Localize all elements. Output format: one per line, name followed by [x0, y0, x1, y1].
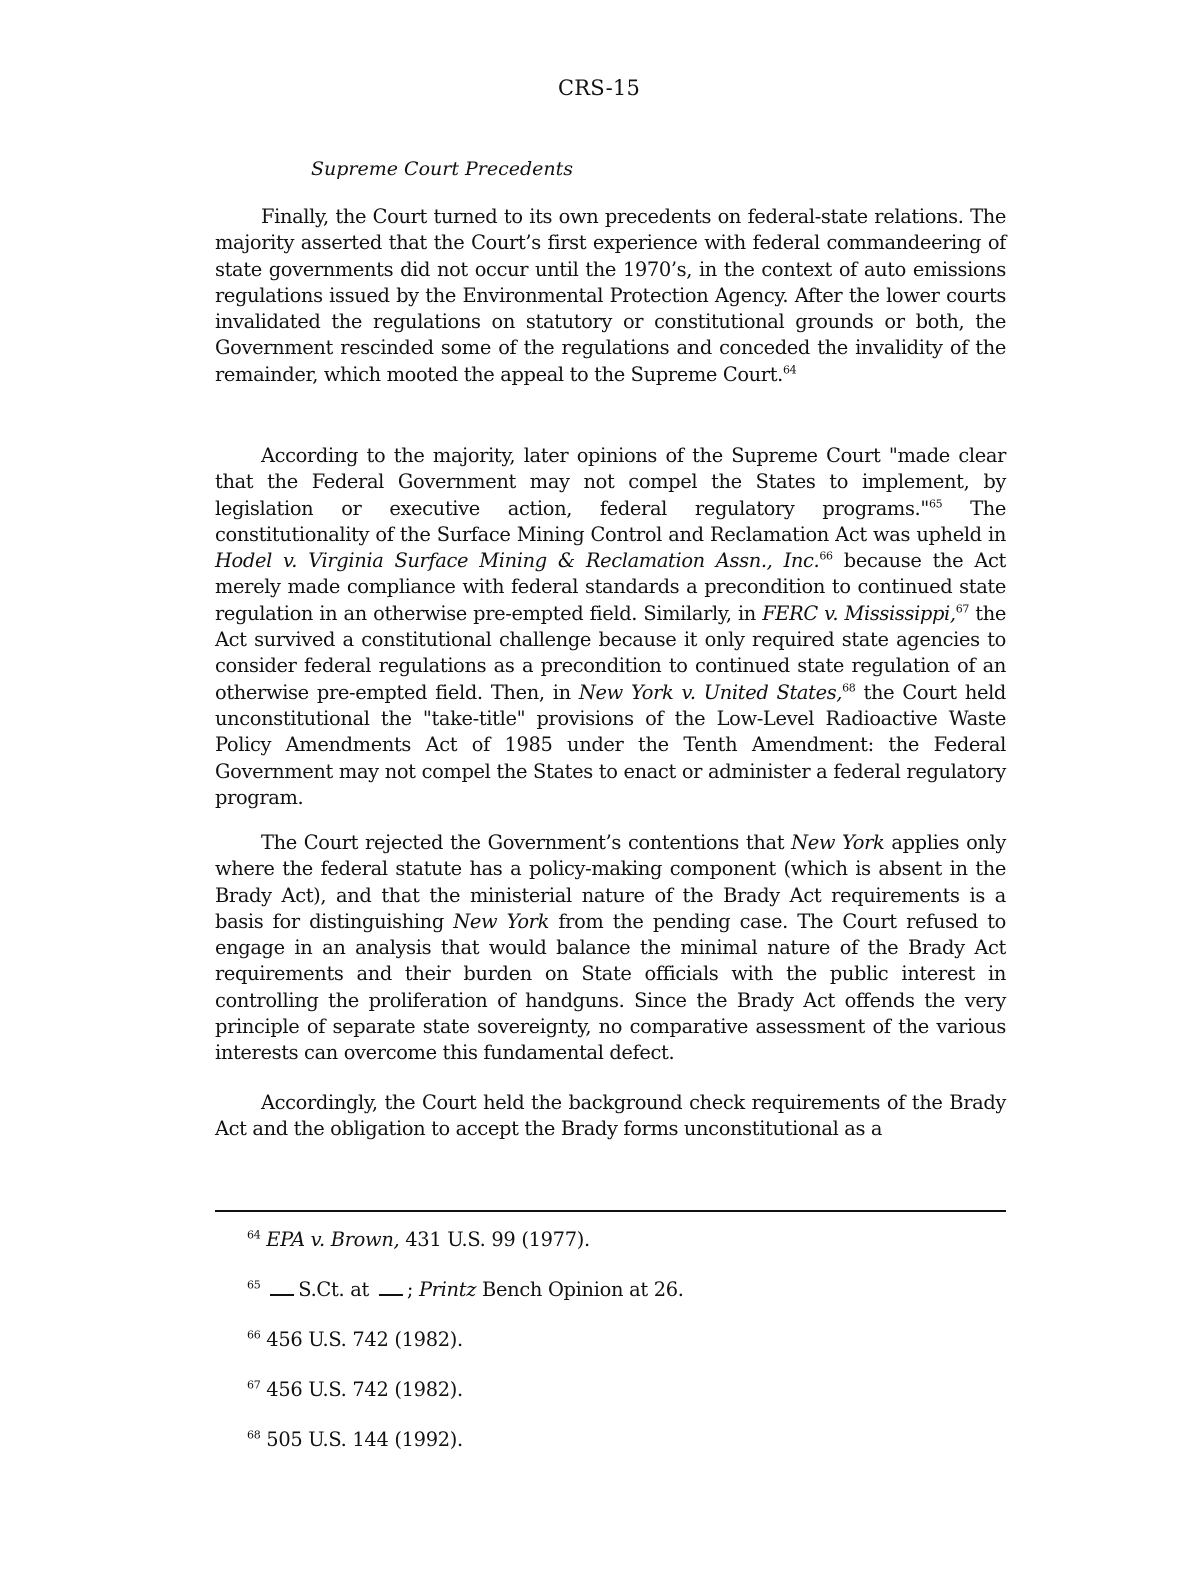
footnote-65 — [247, 1278, 684, 1301]
paragraph-3 — [215, 830, 1006, 1067]
paragraph-text: Finally, the Court turned to its own precedents on federal-state relations. The majority asserted that the Court’s first experience with federal commandeering of state governments did not occur until the 1970’s, in the context of auto emissions regulations issued by the Environmental Protection Agency. After the lower courts invalidated the regulations on statutory or constitutional grounds or both, the Government rescinded some of the regulations and conceded the invalidity of the remainder, which mooted the appeal to the Supreme Court. — [215, 205, 1006, 386]
paragraph-text: the Act survived a constitutional challenge because it only required state agencies to consider federal regulations as a precondition to continued state regulation of an otherwise pre-empted field. Then, in — [215, 601, 1006, 704]
footnote-number: 65 — [247, 1278, 261, 1292]
paragraph-1 — [215, 204, 1006, 388]
citation: S.Ct. at — [298, 1278, 369, 1301]
footnote-ref-67[interactable]: 67 — [955, 602, 970, 616]
case-name-new-york: New York — [453, 909, 549, 933]
paragraph-text: applies only where the federal statute has a policy-making component (which is absent in the Brady Act), and that the ministerial nature of the Brady Act requirements is a basis for distinguishing — [215, 831, 1006, 933]
case-name-ferc: FERC v. Mississippi, — [762, 601, 956, 625]
footnote-number: 68 — [247, 1428, 261, 1442]
paragraph-text: The Court rejected the Government’s contentions that — [261, 831, 792, 854]
citation: ; — [406, 1278, 414, 1301]
footnote-66 — [247, 1328, 463, 1351]
page-number-header: CRS-15 — [557, 76, 641, 100]
footnote-67 — [247, 1378, 463, 1401]
footnote-number: 64 — [247, 1228, 261, 1242]
footnote-number: 66 — [247, 1328, 261, 1342]
paragraph-text: the Court held unconstitutional the "take-title" provisions of the Low-Level Radioactive Waste Policy Amendments Act of 1985 under the Tenth Amendment: the Federal Government may not compel the States to enact or administer a federal regulatory program. — [215, 680, 1006, 809]
case-name-new-york: New York — [791, 831, 885, 854]
case-name: Printz — [418, 1278, 477, 1301]
footnote-68 — [247, 1428, 463, 1451]
footnote-ref-64[interactable]: 64 — [782, 363, 797, 377]
footnote-ref-65[interactable]: 65 — [928, 497, 943, 511]
paragraph-4 — [215, 1090, 1006, 1143]
citation: 505 U.S. 144 (1992). — [266, 1428, 463, 1451]
footnote-ref-68[interactable]: 68 — [842, 681, 856, 695]
blank-page-line — [379, 1293, 403, 1296]
paragraph-2 — [215, 443, 1006, 811]
paragraph-text: The constitutionality of the Surface Mining Control and Reclamation Act was upheld in — [215, 496, 1006, 546]
blank-volume-line — [270, 1293, 294, 1296]
footnote-separator-rule — [215, 1210, 1006, 1212]
case-name-hodel: Hodel v. Virginia Surface Mining & Reclamation Assn., Inc. — [215, 549, 820, 573]
paragraph-text: because the Act merely made compliance with federal standards a precondition to continued state regulation in an otherwise pre-empted field. Similarly, in — [215, 549, 1006, 625]
footnote-ref-66[interactable]: 66 — [819, 549, 833, 563]
paragraph-text: from the pending case. The Court refused to engage in an analysis that would balance the minimal nature of the Brady Act requirements and their burden on State officials with the public interest in controlling the proliferation of handguns. Since the Brady Act offends the very principle of separate state sovereignty, no comparative assessment of the various interests can overcome this fundamental defect. — [215, 909, 1006, 1065]
case-name-new-york: New York v. United States, — [578, 680, 843, 704]
section-heading: Supreme Court Precedents — [311, 158, 574, 180]
citation: 431 U.S. 99 (1977). — [399, 1228, 590, 1251]
citation: 456 U.S. 742 (1982). — [266, 1378, 463, 1401]
footnote-number: 67 — [247, 1378, 261, 1392]
paragraph-text: According to the majority, later opinions of the Supreme Court "made clear that the Federal Government may not compel the States to implement, by legislation or executive action, federal regulatory programs." — [215, 444, 1006, 520]
citation: 456 U.S. 742 (1982). — [266, 1328, 463, 1351]
case-name: EPA v. Brown, — [266, 1228, 400, 1251]
paragraph-text: Accordingly, the Court held the background check requirements of the Brady Act and the obligation to accept the Brady forms unconstitutional as a — [215, 1091, 1006, 1141]
footnote-64 — [247, 1228, 590, 1251]
citation: Bench Opinion at 26. — [476, 1278, 684, 1301]
